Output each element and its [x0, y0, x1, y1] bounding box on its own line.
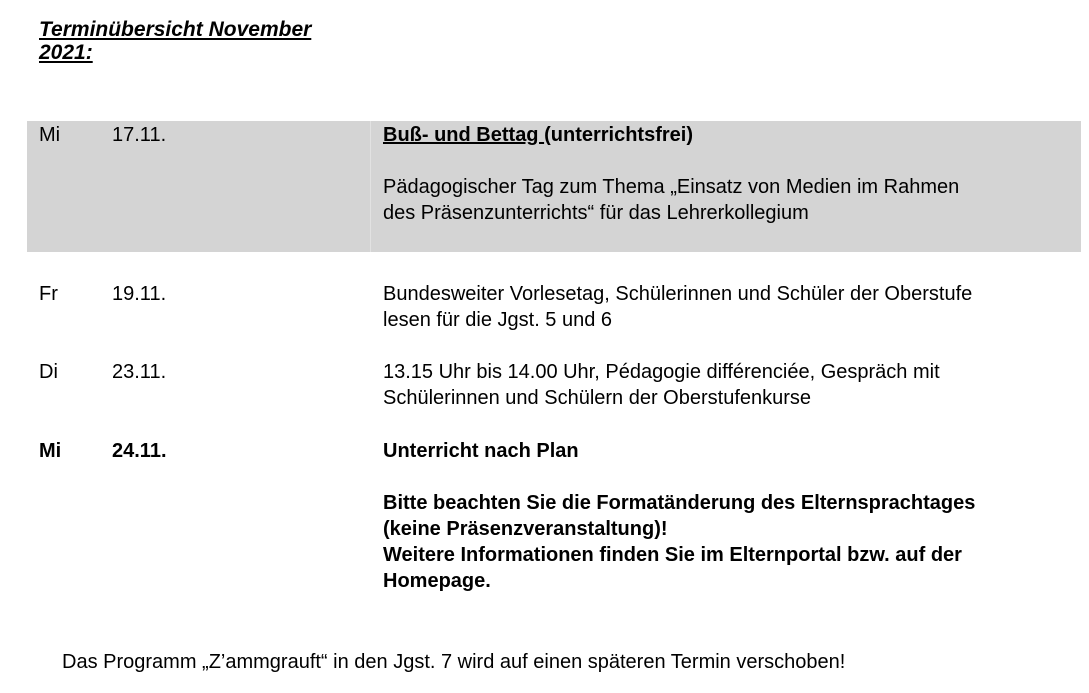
entry-text-line: Weitere Informationen finden Sie im Elternportal bzw. auf der [383, 544, 962, 566]
entry-date: 23.11. [112, 361, 167, 383]
holiday-note: (unterrichtsfrei) [544, 124, 693, 146]
footer-note: Das Programm „Z’ammgrauft“ in den Jgst. 7 wird auf einen späteren Termin verschoben! [62, 651, 846, 673]
entry-description [383, 438, 1063, 594]
entry-text-line: (keine Präsenzveranstaltung)! [383, 518, 668, 540]
entry-text-line: des Präsenzunterrichts“ für das Lehrerkollegium [383, 202, 809, 224]
entry-day: Fr [39, 283, 58, 305]
entry-text-line: Bundesweiter Vorlesetag, Schülerinnen und Schüler der Oberstufe [383, 283, 973, 305]
entry-date: 24.11. [112, 440, 167, 462]
entry-day: Mi [39, 440, 62, 462]
entry-text-line: Schülerinnen und Schülern der Oberstufenkurse [383, 387, 812, 409]
entry-text-line: 13.15 Uhr bis 14.00 Uhr, Pédagogie différenciée, Gespräch mit [383, 361, 940, 383]
entry-description [383, 281, 1063, 333]
entry-text-line: lesen für die Jgst. 5 und 6 [383, 309, 613, 331]
entry-description [383, 122, 1063, 226]
document-title [39, 18, 379, 64]
title-line-2: 2021: [39, 41, 93, 64]
entry-text-line: Bitte beachten Sie die Formatänderung des Elternsprachtages [383, 492, 976, 514]
entry-day: Di [39, 361, 58, 383]
title-line-1: Terminübersicht November [39, 18, 312, 41]
entry-text-line: Pädagogischer Tag zum Thema „Einsatz von Medien im Rahmen [383, 176, 960, 198]
entry-description [383, 359, 1063, 411]
column-divider [370, 121, 371, 252]
entry-day: Mi [39, 124, 61, 146]
holiday-name: Buß- und Bettag [383, 124, 545, 146]
entry-text-line: Homepage. [383, 570, 491, 592]
entry-date: 17.11. [112, 124, 167, 146]
entry-date: 19.11. [112, 283, 167, 305]
entry-heading [383, 122, 1063, 148]
entry-heading: Unterricht nach Plan [383, 440, 579, 462]
